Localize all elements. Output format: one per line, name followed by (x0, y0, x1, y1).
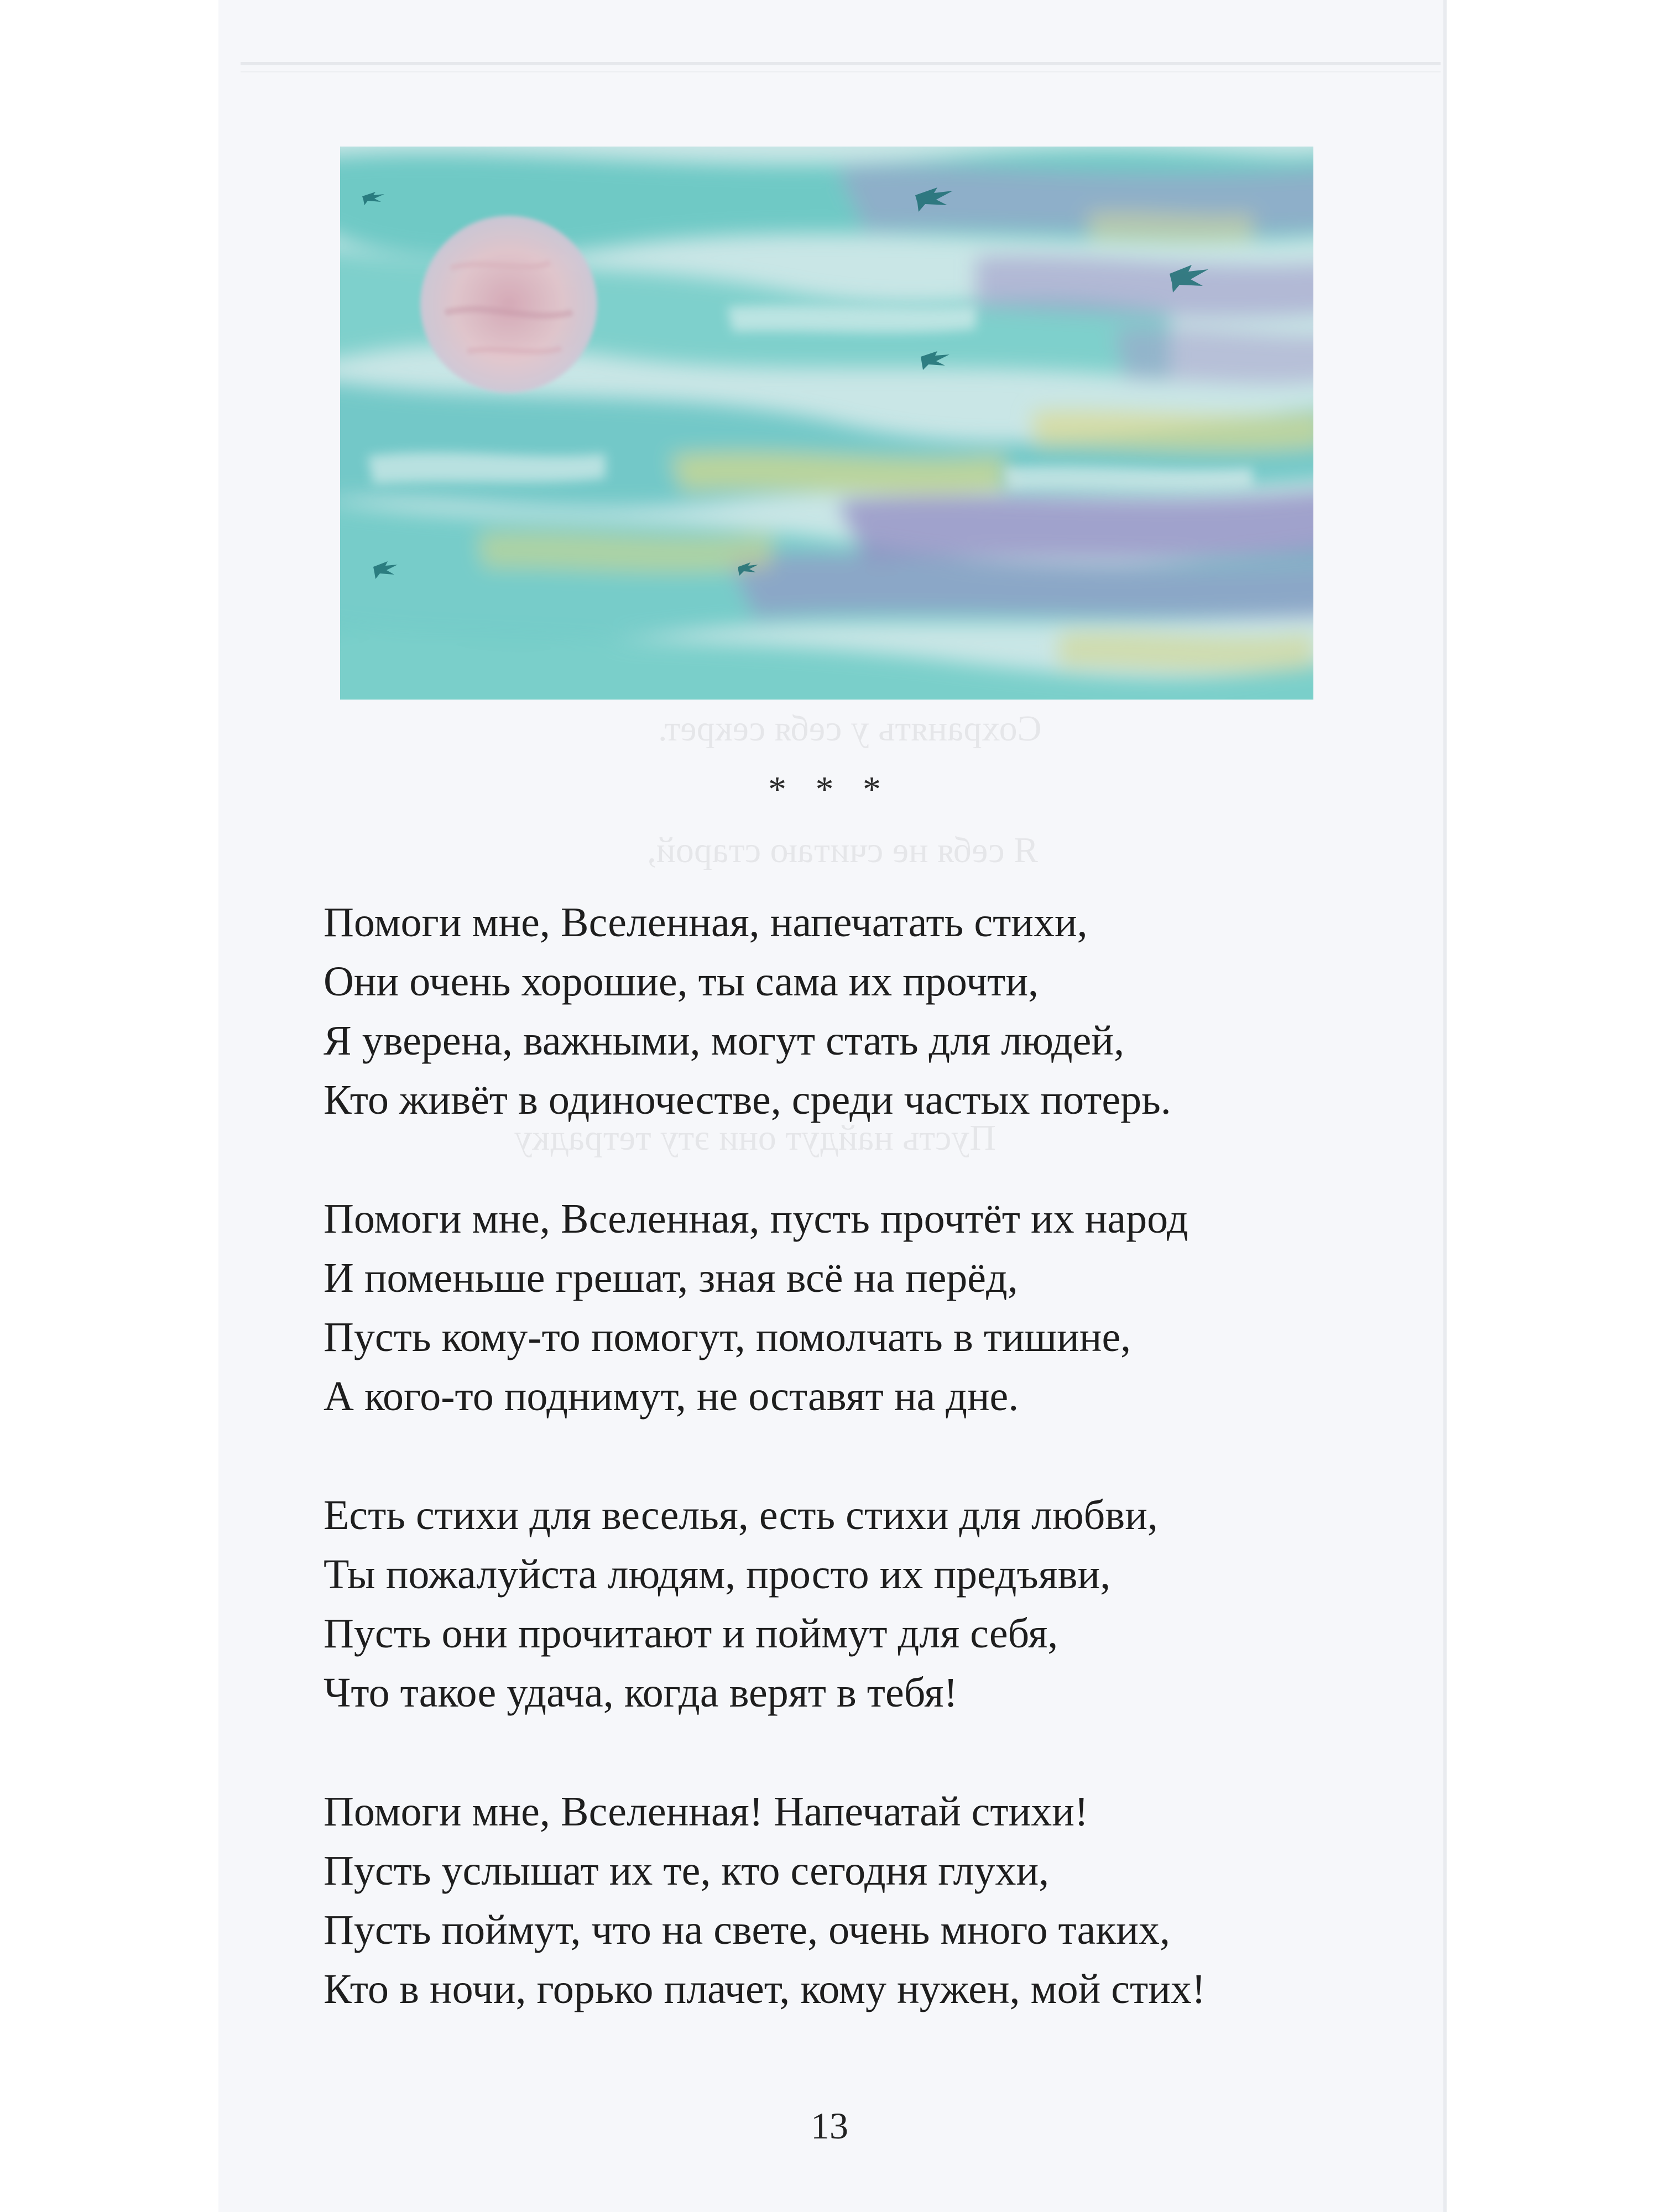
page-edge (1443, 0, 1447, 2212)
poem-line: Что такое удача, когда верят в тебя! (324, 1670, 958, 1716)
page-number: 13 (811, 2105, 848, 2147)
poem-line: Кто живёт в одиночестве, среди частых потерь. (324, 1077, 1171, 1123)
watercolor-illustration (340, 147, 1313, 700)
poem (324, 893, 1402, 2019)
stanza (324, 893, 1402, 1130)
poem-line: Они очень хорошие, ты сама их прочти, (324, 958, 1039, 1005)
poem-line: Я уверена, важными, могут стать для людей, (324, 1018, 1125, 1064)
show-through-text: Я себя не считаю старой, (647, 830, 1039, 870)
show-through-text: Сохранять у себя секрет. (658, 708, 1042, 749)
poem-line: Помоги мне, Вселенная, пусть прочтёт их народ (324, 1196, 1188, 1242)
header-rule-secondary (241, 71, 1441, 72)
poem-line: А кого-то поднимут, не оставят на дне. (324, 1373, 1019, 1420)
poem-line: Кто в ночи, горько плачет, кому нужен, мой стих! (324, 1966, 1206, 2012)
header-rule (241, 62, 1441, 65)
poem-line: Помоги мне, Вселенная! Напечатай стихи! (324, 1788, 1089, 1835)
poem-line: Пусть услышат их те, кто сегодня глухи, (324, 1848, 1050, 1894)
stanza (324, 1190, 1402, 1426)
stanza (324, 1486, 1402, 1723)
poem-line: Пусть кому-то помогут, помолчать в тишине, (324, 1314, 1131, 1360)
poem-line: И поменьше грешат, зная всё на перёд, (324, 1255, 1018, 1301)
show-through-text: Пусть найдут они эту тетрадку (514, 1118, 996, 1158)
poem-line: Есть стихи для веселья, есть стихи для любви, (324, 1492, 1158, 1538)
poem-line: Пусть поймут, что на свете, очень много таких, (324, 1907, 1170, 1953)
poem-line: Пусть они прочитают и поймут для себя, (324, 1610, 1058, 1657)
stanza (324, 1782, 1402, 2019)
section-separator: * * * (768, 769, 891, 810)
poem-line: Ты пожалуйста людям, просто их предъяви, (324, 1551, 1111, 1598)
poem-line: Помоги мне, Вселенная, напечатать стихи, (324, 899, 1088, 946)
